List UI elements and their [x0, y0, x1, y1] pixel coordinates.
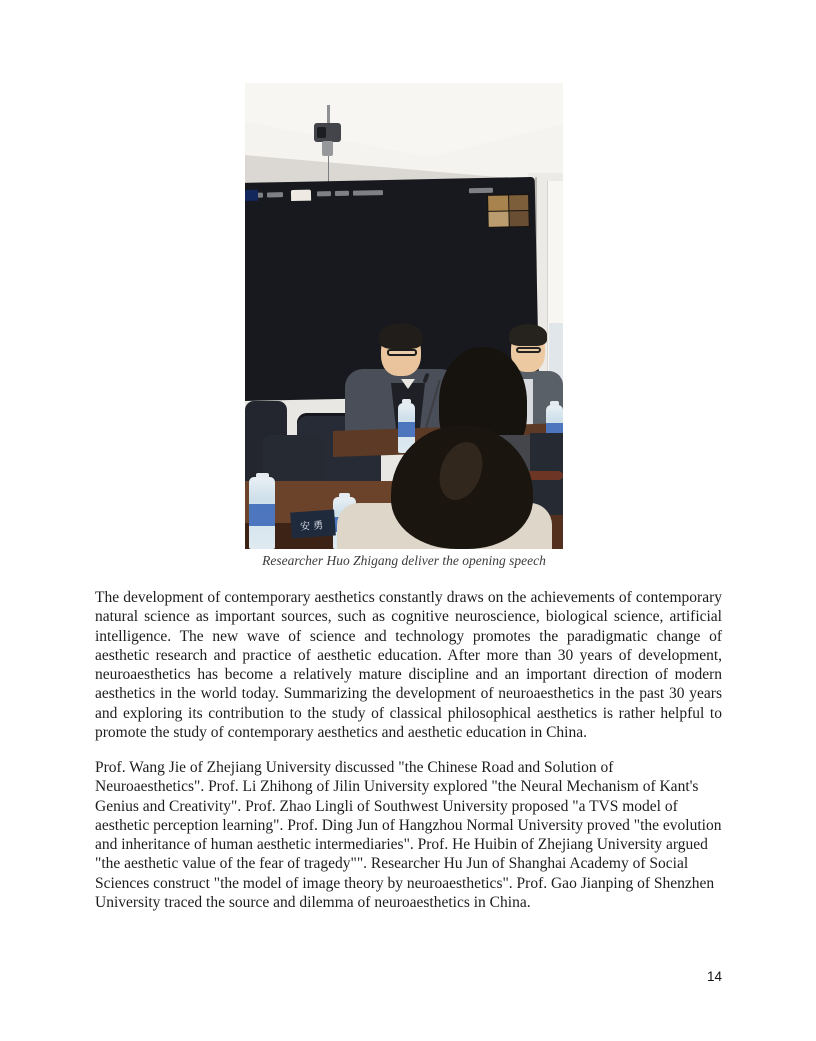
conference-feed	[488, 211, 508, 226]
name-placard: 安勇	[290, 509, 336, 538]
bottle-cap	[256, 473, 269, 478]
ppt-tab	[353, 190, 383, 196]
ppt-window-controls	[469, 188, 493, 194]
conference-photo	[245, 83, 563, 549]
page-number: 14	[706, 969, 722, 984]
video-conference-window	[487, 194, 530, 228]
bottle-cap	[339, 493, 351, 498]
camera-mount-pole	[327, 105, 330, 125]
speaker-glasses	[387, 349, 417, 356]
water-bottle	[249, 477, 275, 549]
figure-caption: Researcher Huo Zhigang deliver the opening speech	[262, 553, 546, 568]
attendee-right-glasses	[516, 347, 541, 353]
bottle-label	[249, 504, 275, 526]
body-paragraph-2: Prof. Wang Jie of Zhejiang University discussed "the Chinese Road and Solution of Neuroaesthetics". Prof. Li Zhihong of Jilin University explored "the Neural Mechanism of Kant's Genius and Creativity". Prof. Zhao Lingli of Southwest University proposed "a TVS model of aesthetic perception learning". Prof. Ding Jun of Hangzhou Normal University proved "the evolution and inheritance of human aesthetic intermediaries". Prof. He Huibin of Zhejiang University argued "the aesthetic value of the fear of tragedy"". Researcher Hu Jun of Shanghai Academy of Social Sciences construct "the model of image theory by neuroaesthetics". Prof. Gao Jianping of Shenzhen University traced the source and dilemma of neuroaesthetics in China.	[95, 759, 722, 911]
conference-feed	[488, 195, 508, 210]
camera-lens	[317, 127, 326, 138]
ppt-tab	[335, 191, 349, 196]
bottle-label	[398, 422, 415, 437]
ppt-tab	[317, 191, 331, 196]
ppt-tab	[267, 192, 283, 197]
bottle-cap	[550, 401, 559, 406]
bottle-cap	[402, 399, 411, 404]
slide-thumbnail	[245, 190, 258, 201]
camera-cable	[328, 156, 329, 182]
body-text	[95, 588, 722, 912]
ppt-active-tab	[291, 190, 311, 201]
conference-feed	[509, 195, 529, 210]
speaker-hair	[379, 323, 423, 349]
conference-feed	[509, 211, 529, 226]
body-paragraph-1: The development of contemporary aesthetics constantly draws on the achievements of contemporary natural science as important sources, such as cognitive neuroscience, biological science, artificial intelligence. The new wave of science and technology promotes the paradigmatic change of aesthetic research and practice of aesthetic education. After more than 30 years of development, neuroaesthetics has become a relatively mature discipline and an important direction of modern aesthetics in the world today. Summarizing the development of neuroaesthetics in the past 30 years and exploring its contribution to the study of classical philosophical aesthetics is rather helpful to promote the study of contemporary aesthetics and aesthetic education in China.	[95, 589, 722, 741]
attendee-right-hair	[509, 324, 547, 346]
camera-bracket	[322, 141, 333, 156]
